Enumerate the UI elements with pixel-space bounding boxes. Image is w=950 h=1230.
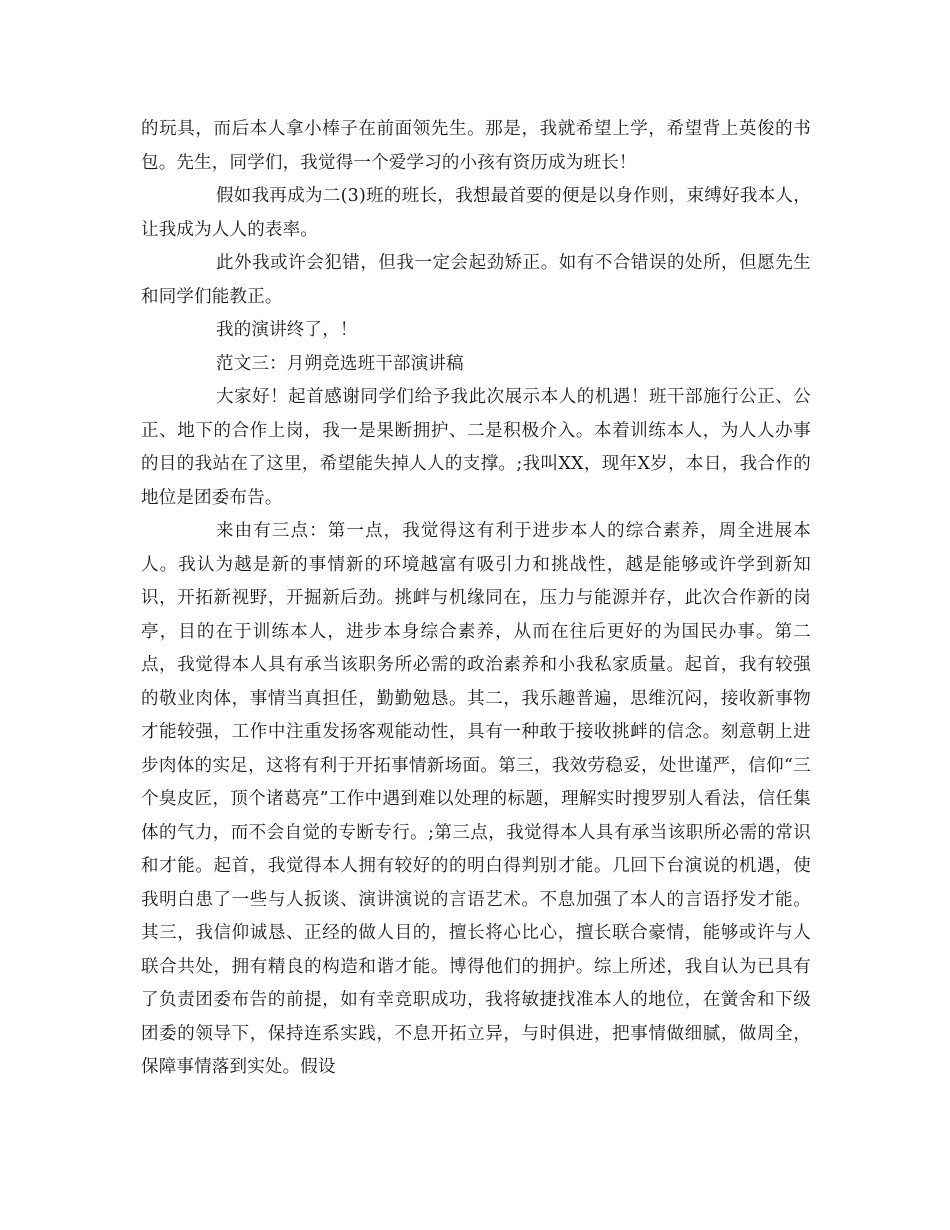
paragraph-greeting: 大家好！起首感谢同学们给予我此次展示本人的机遇！班干部施行公正、公正、地下的合作上岗，我一是果断拥护、二是积极介入。本着训练本人，为人人办事的目的我站在了这里，希望能失掉人人的支撑。;我叫XX，现年X岁，本日，我合作的地位是团委布告。: [141, 387, 811, 508]
paragraph-mistakes: 此外我或许会犯错，但我一定会起劲矫正。如有不合错误的处所，但愿先生和同学们能教正。: [141, 253, 811, 307]
section-heading: 范文三：月朔竞选班干部演讲稿: [216, 353, 464, 374]
paragraph-class-monitor: 假如我再成为二(3)班的班长，我想最首要的便是以身作则，束缚好我本人，让我成为人人的表率。: [141, 186, 811, 240]
paragraph-reasons: 来由有三点：第一点，我觉得这有利于进步本人的综合素养，周全进展本人。我认为越是新的事情新的环境越富有吸引力和挑战性，越是能够或许学到新知识，开拓新视野，开掘新后劲。挑衅与机缘同在，压力与能源并存，此次合作新的岗亭，目的在于训练本人，进步本身综合素养，从而在往后更好的为国民办事。第二点，我觉得本人具有承当该职务所必需的政治素养和小我私家质量。起首，我有较强的敬业肉体，事情当真担任，勤勤勉恳。其二，我乐趣普遍，思维沉闷，接收新事物才能较强，工作中注重发扬客观能动性，具有一种敢于接收挑衅的信念。刻意朝上进步肉体的实足，这将有利于开拓事情新场面。第三，我效劳稳妥，处世谨严，信仰“三个臭皮匠，顶个诸葛亮”工作中遇到难以处理的标题，理解实时搜罗别人看法，信任集体的气力，而不会自觉的专断专行。;第三点，我觉得本人具有承当该职所必需的常识和才能。起首，我觉得本人拥有较好的的明白得判别才能。几回下台演说的机遇，使我明白患了一些与人扳谈、演讲演说的言语艺术。不息加强了本人的言语抒发才能。其三，我信仰诚恳、正经的做人目的，擅长将心比心，擅长联合豪情，能够或许与人联合共处，拥有精良的构造和谐才能。博得他们的拥护。综上所述，我自认为已具有了负责团委布告的前提，如有幸竞职成功，我将敏捷找准本人的地位，在黉舍和下级团委的领导下，保持连系实践，不息开拓立异，与时俱进，把事情做细腻，做周全，保障事情落到实处。假设: [141, 521, 811, 1077]
paragraph-continuation: 的玩具，而后本人拿小棒子在前面领先生。那是，我就希望上学，希望背上英俊的书包。先生，同学们，我觉得一个爱学习的小孩有资历成为班长！: [141, 119, 811, 173]
document-body: [141, 113, 811, 1085]
paragraph-closing: 我的演讲终了，！: [216, 320, 358, 340]
